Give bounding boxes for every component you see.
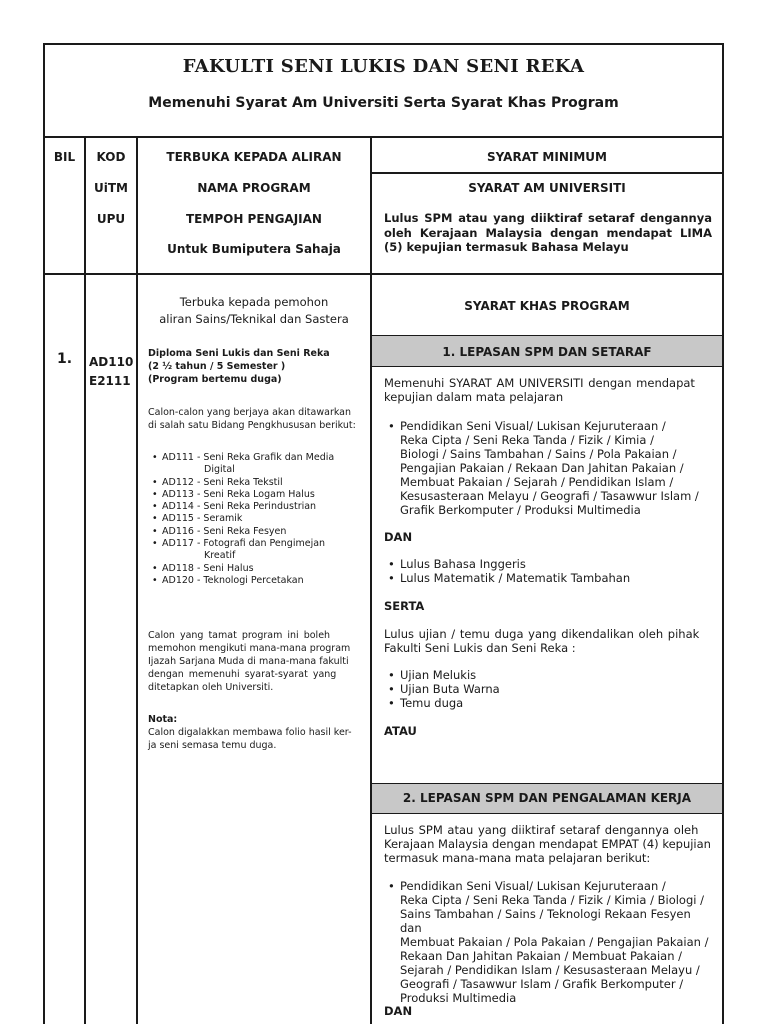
program-interview-note: (Program bertemu duga) — [148, 374, 282, 385]
col-header-bil: BIL — [53, 150, 76, 164]
kod-uitm: AD110 — [89, 355, 134, 369]
list-item: • AD116 - Seni Reka Fesyen — [152, 525, 287, 537]
list-item: • AD113 - Seni Reka Logam Halus — [152, 488, 315, 500]
ujian-intro-line-2: Fakulti Seni Lukis dan Seni Reka : — [384, 641, 576, 655]
col-header-bumiputera: Untuk Bumiputera Sahaja — [167, 242, 341, 256]
sec2-intro-line-2: Kerajaan Malaysia dengan mendapat EMPAT (4) kepujian — [384, 837, 711, 851]
nota-line-2: ja seni semasa temu duga. — [148, 740, 277, 751]
list-item-continuation: Produksi Multimedia — [400, 991, 517, 1005]
list-item-continuation: Digital — [204, 464, 235, 476]
sec2-intro-line-3: termasuk mana-mana mata pelajaran berikut: — [384, 851, 651, 865]
list-item: • AD112 - Seni Reka Tekstil — [152, 476, 283, 488]
faculty-subtitle: Memenuhi Syarat Am Universiti Serta Syarat Khas Program — [148, 95, 619, 111]
tamat-line-5: ditetapkan oleh Universiti. — [148, 682, 274, 693]
col-header-uitm: UiTM — [94, 181, 128, 195]
sec2-subjects-list — [386, 879, 716, 1005]
dan-label-2: DAN — [384, 1004, 413, 1018]
syarat-min-divider — [371, 172, 723, 174]
col-header-kod: KOD — [96, 150, 126, 164]
col-header-upu: UPU — [96, 212, 126, 226]
atau-label: ATAU — [384, 724, 417, 738]
calon-line-2: di salah satu Bidang Pengkhususan berikut: — [148, 420, 356, 431]
table-border-right — [722, 43, 724, 1024]
program-duration: (2 ½ tahun / 5 Semester ) — [148, 361, 286, 372]
col-divider-kod — [136, 137, 138, 1024]
lulus-list — [386, 557, 716, 585]
nota-label: Nota: — [148, 714, 178, 725]
col-header-terbuka: TERBUKA KEPADA ALIRAN — [166, 150, 342, 164]
list-item: • Temu duga — [388, 696, 464, 710]
table-border-left — [43, 43, 45, 1024]
ujian-intro-line-1: Lulus ujian / temu duga yang dikendalikan oleh pihak — [384, 627, 700, 641]
section-2-title: 2. LEPASAN SPM DAN PENGALAMAN KERJA — [402, 791, 692, 805]
calon-line-1: Calon-calon yang berjaya akan ditawarkan — [148, 407, 352, 418]
list-item-continuation: Reka Cipta / Seni Reka Tanda / Fizik / Kimia / Biologi / — [400, 893, 704, 907]
list-item-continuation: Reka Cipta / Seni Reka Tanda / Fizik / Kimia / — [400, 433, 654, 447]
col-header-tempoh: TEMPOH PENGAJIAN — [186, 212, 322, 226]
list-item: • Lulus Bahasa Inggeris — [388, 557, 526, 571]
sec1-intro-line-2: kepujian dalam mata pelajaran — [384, 390, 564, 404]
header-divider — [43, 136, 724, 138]
sec1-intro-line-1: Memenuhi SYARAT AM UNIVERSITI dengan mendapat — [384, 376, 695, 390]
sec1-subjects-list — [386, 419, 716, 517]
list-item-continuation: Biologi / Sains Tambahan / Sains / Pola Pakaian / — [400, 447, 677, 461]
list-item: • AD111 - Seni Reka Grafik dan Media — [152, 452, 335, 463]
list-item-continuation: Membuat Pakaian / Sejarah / Pendidikan Islam / — [400, 475, 674, 489]
list-item: • Ujian Melukis — [388, 668, 477, 682]
faculty-title: FAKULTI SENI LUKIS DAN SENI REKA — [182, 56, 585, 77]
list-item: • Pendidikan Seni Visual/ Lukisan Kejuruteraan / — [388, 419, 666, 433]
tamat-line-4: dengan memenuhi syarat-syarat yang — [148, 669, 337, 680]
list-item: • Lulus Matematik / Matematik Tambahan — [388, 571, 631, 585]
section-1-title: 1. LEPASAN SPM DAN SETARAF — [442, 345, 652, 359]
list-item-continuation: Sains Tambahan / Sains / Teknologi Rekaan Fesyen dan — [400, 907, 691, 935]
list-item-continuation: Kesusasteraan Melayu / Geografi / Tasawwur Islam / — [400, 489, 699, 503]
col-header-syarat-minimum: SYARAT MINIMUM — [487, 150, 607, 164]
nota-line-1: Calon digalakkan membawa folio hasil ker- — [148, 727, 352, 738]
tamat-line-2: memohon mengikuti mana-mana program — [148, 643, 351, 654]
col-header-nama: NAMA PROGRAM — [197, 181, 311, 195]
tamat-line-3: Ijazah Sarjana Muda di mana-mana fakulti — [148, 656, 349, 667]
list-item: • AD114 - Seni Reka Perindustrian — [152, 501, 317, 513]
serta-label: SERTA — [384, 599, 425, 613]
list-item-continuation: Geografi / Tasawwur Islam / Grafik Berkomputer / — [400, 977, 684, 991]
dan-label: DAN — [384, 530, 413, 544]
list-item-continuation: Grafik Berkomputer / Produksi Multimedia — [400, 503, 641, 517]
row-number: 1. — [57, 351, 73, 367]
row-divider — [43, 273, 724, 275]
list-item: • AD117 - Fotografi dan Pengimejan — [152, 538, 326, 550]
tamat-line-1: Calon yang tamat program ini boleh — [148, 630, 331, 641]
table-border-top — [43, 43, 724, 45]
col-divider-program — [370, 137, 372, 1024]
program-name: Diploma Seni Lukis dan Seni Reka — [148, 348, 330, 359]
list-item-continuation: Pengajian Pakaian / Rekaan Dan Jahitan Pakaian / — [400, 461, 684, 475]
list-item: • AD120 - Teknologi Percetakan — [152, 574, 304, 586]
kod-upu: E2111 — [89, 374, 131, 388]
syarat-khas-title: SYARAT KHAS PROGRAM — [464, 299, 630, 313]
aliran-line-2: aliran Sains/Teknikal dan Sastera — [159, 312, 349, 326]
list-item: • Pendidikan Seni Visual/ Lukisan Kejuruteraan / — [388, 879, 666, 893]
list-item-continuation: Membuat Pakaian / Pola Pakaian / Pengajian Pakaian / — [400, 935, 709, 949]
list-item: • Ujian Buta Warna — [388, 682, 500, 696]
bidang-list — [152, 452, 367, 587]
list-item-continuation: Rekaan Dan Jahitan Pakaian / Membuat Pakaian / — [400, 949, 683, 963]
sec2-intro-line-1: Lulus SPM atau yang diiktiraf setaraf dengannya oleh — [384, 823, 699, 837]
syarat-am-text: Lulus SPM atau yang diiktiraf setaraf dengannya oleh Kerajaan Malaysia dengan mendapat LIMA (5) kepujian termasuk Bahasa Melayu — [384, 211, 712, 254]
list-item: • AD115 - Seramik — [152, 513, 243, 525]
ujian-list — [386, 668, 716, 710]
col-divider-bil — [84, 137, 86, 1024]
list-item-continuation: Kreatif — [204, 550, 236, 562]
col-header-syarat-am: SYARAT AM UNIVERSITI — [468, 181, 626, 195]
list-item: • AD118 - Seni Halus — [152, 562, 254, 574]
list-item-continuation: Sejarah / Pendidikan Islam / Kesusasteraan Melayu / — [400, 963, 700, 977]
aliran-line-1: Terbuka kepada pemohon — [179, 295, 329, 309]
